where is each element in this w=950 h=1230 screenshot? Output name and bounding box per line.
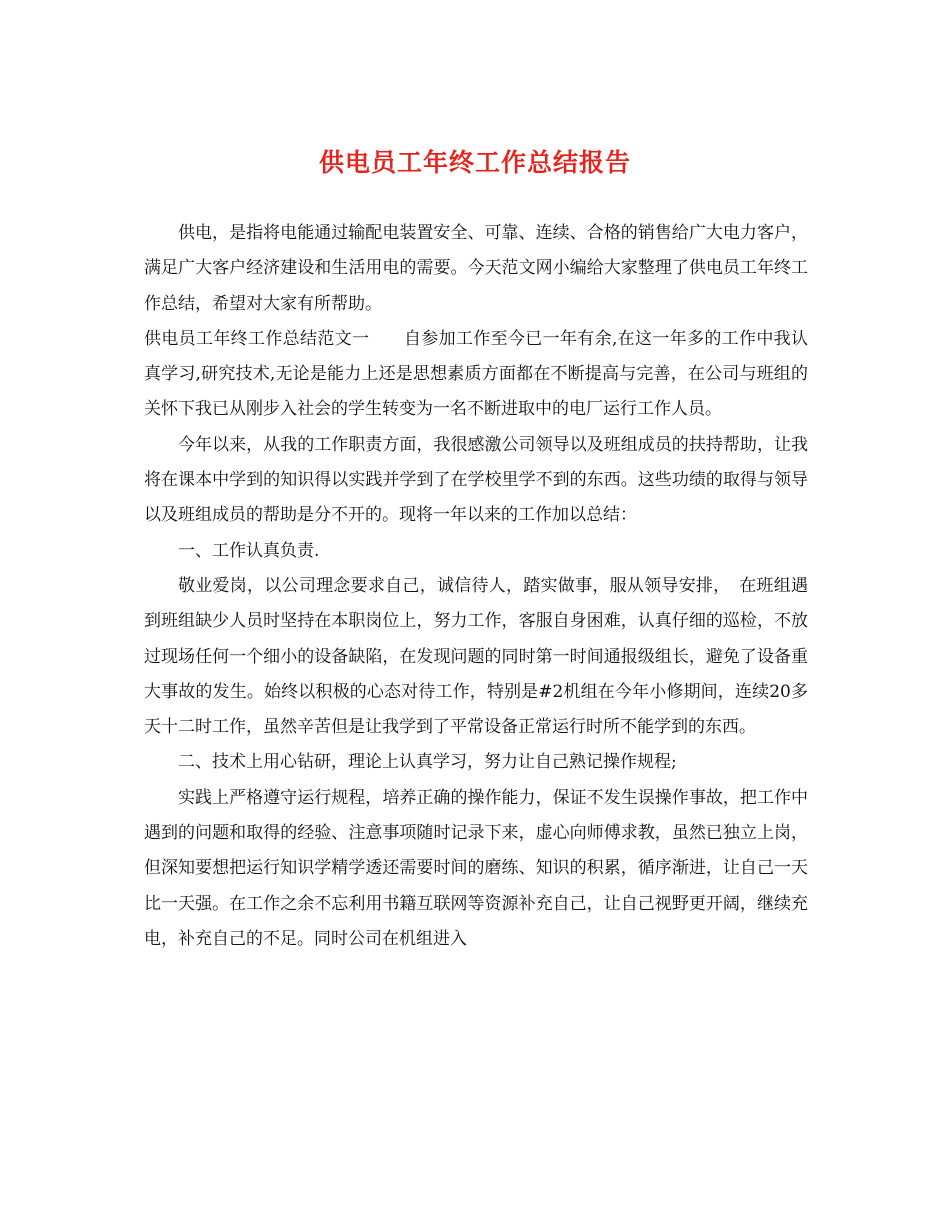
document-title: 供电员工年终工作总结报告: [318, 148, 631, 177]
paragraph-practice: 实践上严格遵守运行规程，培养正确的操作能力，保证不发生误操作事故，把工作中遇到的问题和取得的经验、注意事项随时记录下来，虚心向师傅求教，虽然已独立上岗，但深知要想把运行知识学精学透还需要时间的磨练、知识的积累，循序渐进，让自己一天比一天强。在工作之余不忘利用书籍互联网等资源补充自己，让自己视野更开阔，继续充电，补充自己的不足。同时公司在机组进入: [144, 787, 808, 949]
section-heading-technical-study: 二、技术上用心钻研，理论上认真学习，努力让自己熟记操作规程;: [178, 752, 677, 773]
paragraph-intro: 供电，是指将电能通过输配电装置安全、可靠、连续、合格的销售给广大电力客户，满足广大客户经济建设和生活用电的需要。今天范文网小编给大家整理了供电员工年终工作总结，希望对大家有所帮助。: [144, 223, 808, 314]
document-body: [144, 216, 808, 957]
section-heading-work-responsibility: 一、工作认真负责.: [178, 540, 320, 561]
paragraph-dedication: 敬业爱岗，以公司理念要求自己，诚信待人，踏实做事，服从领导安排， 在班组遇到班组缺少人员时坚持在本职岗位上，努力工作，客服自身困难，认真仔细的巡检，不放过现场任何一个细小的设备缺陷，在发现问题的同时第一时间通报级组长，避免了设备重大事故的发生。始终以积极的心态对待工作，特别是#2机组在今年小修期间，连续20多天十二时工作，虽然辛苦但是让我学到了平常设备正常运行时所不能学到的东西。: [144, 575, 808, 738]
paragraph-sample-one: 供电员工年终工作总结范文一 自参加工作至今已一年有余,在这一年多的工作中我认真学习,研究技术,无论是能力上还是思想素质方面都在不断提高与完善，在公司与班组的关怀下我已从刚步入社会的学生转变为一名不断进取中的电厂运行工作人员。: [144, 328, 808, 420]
paragraph-gratitude: 今年以来，从我的工作职责方面，我很感激公司领导以及班组成员的扶持帮助，让我将在课本中学到的知识得以实践并学到了在学校里学不到的东西。这些功绩的取得与领导以及班组成员的帮助是分不开的。现将一年以来的工作加以总结：: [144, 434, 808, 526]
